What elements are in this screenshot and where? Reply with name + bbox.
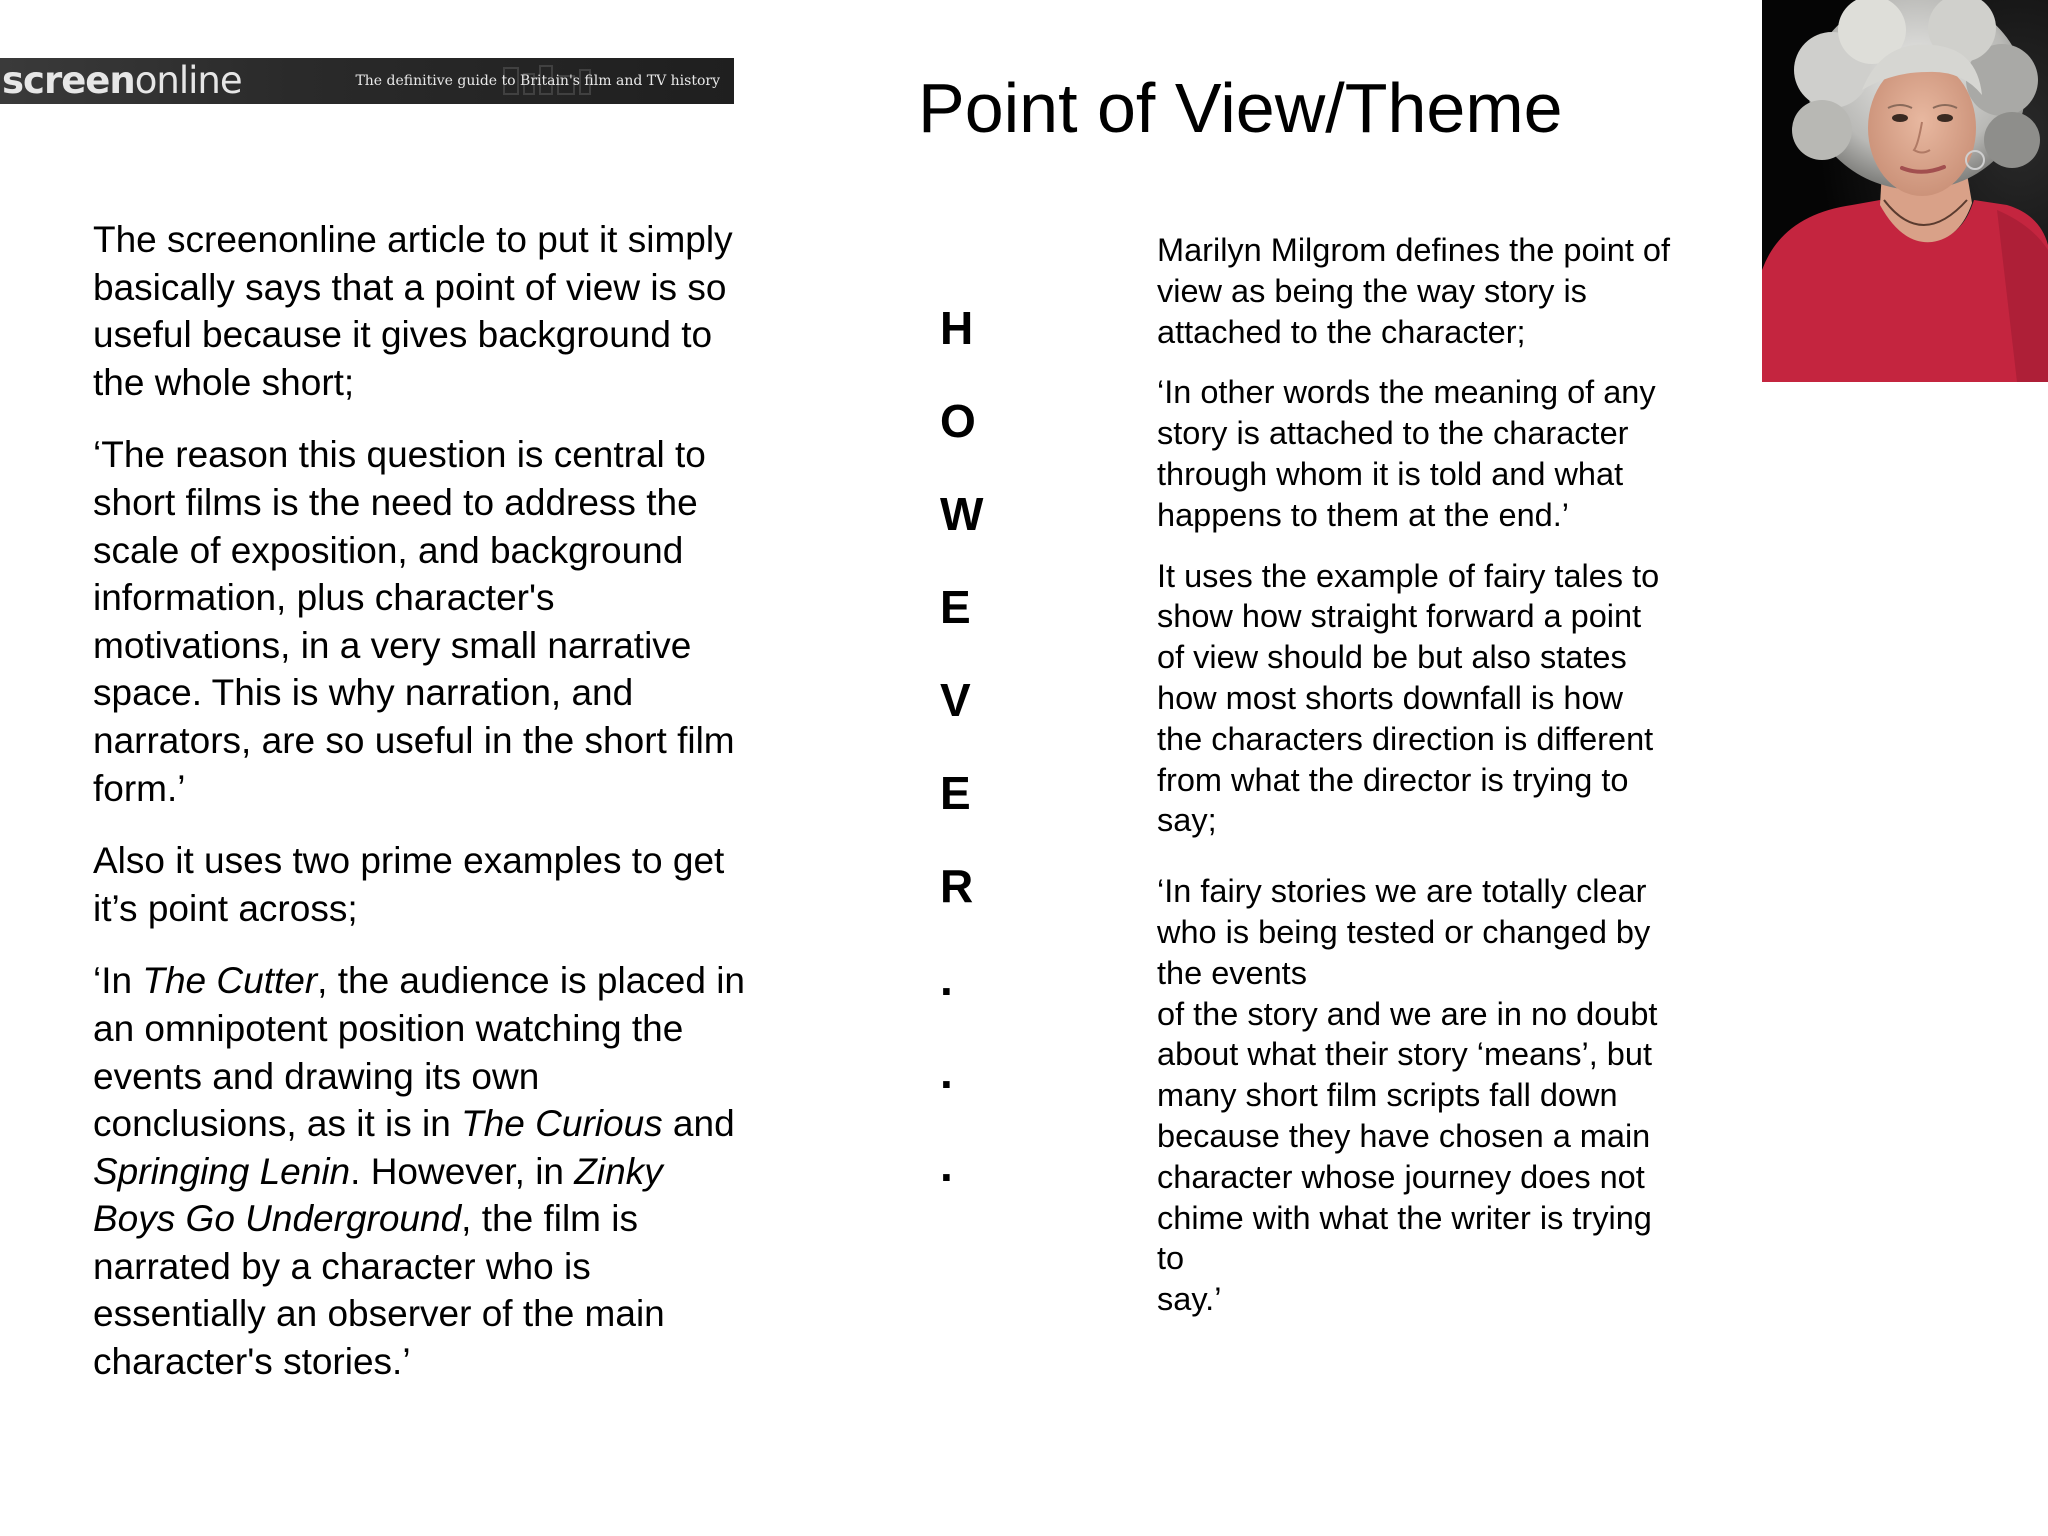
however-letter: R	[940, 860, 974, 912]
banner-tagline: The definitive guide to Britain's film and TV history	[355, 73, 720, 89]
logo-online: online	[134, 59, 242, 102]
film-title-the-cutter: The Cutter	[142, 960, 318, 1002]
right-quote-2-line: say.’	[1157, 1281, 1222, 1318]
however-dot: .	[940, 1139, 953, 1191]
right-quote-1: ‘In other words the meaning of any story is attached to the character through whom it is told and what happens to them at the end.’	[1157, 374, 1656, 533]
left-quote-1: ‘The reason this question is central to short films is the need to address the scale of exposition, and background information, plus character's motivations, in a very small narrative space. This is why narration, and narrators, are so useful in the short film form.’	[93, 434, 735, 809]
screenonline-logo	[2, 61, 242, 101]
portrait-image	[1762, 0, 2048, 382]
film-title-the-curious: The Curious	[461, 1103, 663, 1145]
film-title-zinky-boys: Zinky Boys Go Underground	[93, 1150, 663, 1240]
right-quote-2-line: of the story and we are in no doubt about what their story ‘means’, but many short film scripts fall down	[1157, 995, 1658, 1114]
quote2-text-5: , the film is narrated by a character who is essentially an observer of the main character's stories.’	[93, 1198, 665, 1383]
left-quote-2	[93, 957, 753, 1385]
right-column	[1157, 230, 1677, 1340]
left-paragraph-2: Also it uses two prime examples to get it’s point across;	[93, 840, 725, 929]
right-paragraph-1: Marilyn Milgrom defines the point of view as being the way story is attached to the character;	[1157, 232, 1671, 350]
author-portrait	[1762, 0, 2048, 382]
quote2-text-1: ‘In	[93, 960, 143, 1002]
however-letter: V	[940, 674, 971, 726]
left-column	[93, 216, 753, 1411]
quote2-text-2: , the audience is placed in an omnipotent position watching the events and drawing its own conclusions, as it is in	[93, 960, 746, 1145]
however-vertical-word	[940, 0, 1000, 1200]
however-letter: W	[940, 488, 984, 540]
right-quote-2-line: ‘In fairy stories we are totally clear who is being tested or changed by the events	[1157, 873, 1651, 991]
quote2-text-4: . However, in	[350, 1150, 575, 1192]
however-dot: .	[940, 953, 953, 1005]
however-letter: E	[940, 767, 971, 819]
film-title-springing-lenin: Springing Lenin	[93, 1150, 351, 1192]
screenonline-banner	[0, 58, 734, 104]
however-dot: .	[940, 1046, 953, 1098]
however-letter: H	[940, 302, 974, 354]
logo-screen: screen	[2, 59, 135, 102]
right-quote-2-line: because they have chosen a main character whose journey does not chime with what the writer is trying to	[1157, 1117, 1652, 1277]
however-letter: O	[940, 395, 976, 447]
left-paragraph-1: The screenonline article to put it simply basically says that a point of view is so useful because it gives background to the whole short;	[93, 219, 733, 403]
right-quote-2	[1157, 871, 1677, 1320]
page-title: Point of View/Theme	[918, 69, 1563, 147]
quote2-text-3: and	[662, 1103, 735, 1145]
however-letter: E	[940, 581, 971, 633]
right-paragraph-2: It uses the example of fairy tales to show how straight forward a point of view should be but also states how most shorts downfall is how the characters direction is different from what the director is trying to say;	[1157, 557, 1660, 839]
